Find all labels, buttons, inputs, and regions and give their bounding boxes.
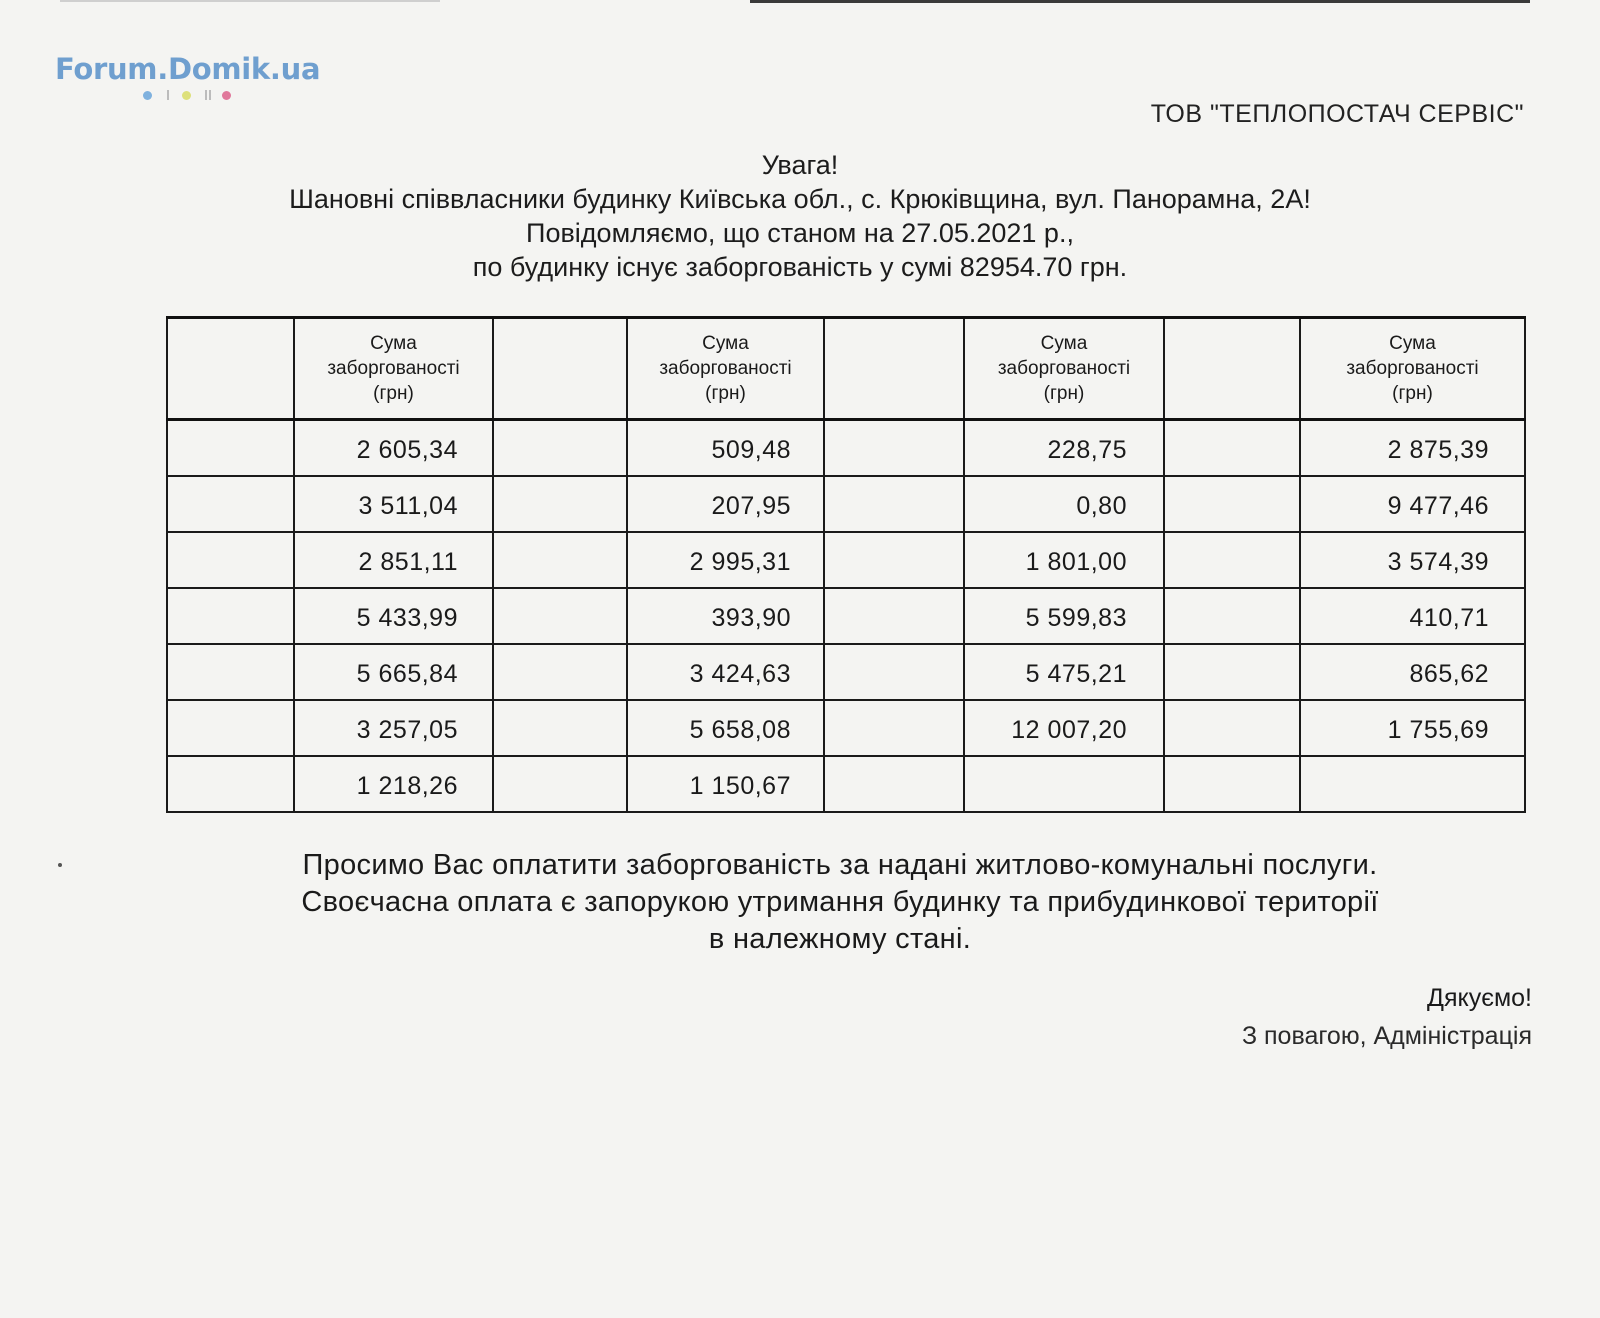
table-cell-empty	[167, 588, 294, 644]
table-cell-empty	[1164, 756, 1300, 812]
watermark-text: Forum.Domik.ua	[55, 52, 321, 86]
table-cell-empty	[824, 420, 964, 476]
header-text: (грн)	[373, 383, 414, 404]
table-cell-empty	[1164, 700, 1300, 756]
table-cell-value: 2 605,34	[294, 420, 493, 476]
table-cell-empty	[1164, 588, 1300, 644]
table-cell-value: 865,62	[1300, 644, 1525, 700]
watermark-separator	[167, 90, 169, 100]
header-cell-empty	[493, 318, 627, 420]
table-cell-value: 2 851,11	[294, 532, 493, 588]
table-cell-value: 3 511,04	[294, 476, 493, 532]
watermark-dots	[55, 89, 320, 103]
table-cell-value: 228,75	[964, 420, 1164, 476]
table-cell-empty	[493, 588, 627, 644]
table-row	[167, 476, 1525, 532]
table-cell-empty	[824, 532, 964, 588]
table-cell-value: 2 995,31	[627, 532, 824, 588]
table-row	[167, 700, 1525, 756]
header-cell-empty	[1164, 318, 1300, 420]
header-text: Сума	[1389, 333, 1436, 354]
header-text: заборгованості	[327, 358, 460, 379]
table-cell-empty	[824, 476, 964, 532]
page-top-edge	[750, 0, 1530, 3]
table-row	[167, 756, 1525, 812]
table-cell-empty	[824, 644, 964, 700]
signature-text: З повагою, Адміністрація	[1241, 1022, 1532, 1050]
table-cell-empty	[167, 644, 294, 700]
company-name: ТОВ "ТЕПЛОПОСТАЧ СЕРВІС"	[1150, 100, 1524, 128]
watermark-separator	[205, 90, 207, 100]
header-text: (грн)	[1392, 383, 1433, 404]
watermark-logo	[55, 52, 320, 103]
table-cell-empty	[167, 700, 294, 756]
table-cell-value: 5 665,84	[294, 644, 493, 700]
table-cell-value: 3 257,05	[294, 700, 493, 756]
watermark-dot-yellow	[182, 91, 191, 100]
table-cell-empty	[824, 700, 964, 756]
request-line: в належному стані.	[708, 923, 972, 955]
total-debt-line: по будинку існує заборгованість у сумі 82954.70 грн.	[472, 252, 1128, 282]
table-header-row	[167, 318, 1525, 420]
table-cell-empty	[167, 420, 294, 476]
debt-table	[166, 316, 1526, 813]
table-cell-value: 3 424,63	[627, 644, 824, 700]
table-cell-empty	[824, 588, 964, 644]
header-cell-empty	[167, 318, 294, 420]
header-text: (грн)	[705, 383, 746, 404]
table-cell-empty	[167, 532, 294, 588]
table-cell-value	[964, 756, 1164, 812]
table-cell-empty	[167, 476, 294, 532]
header-text: заборгованості	[997, 358, 1131, 379]
header-cell-empty	[824, 318, 964, 420]
table-cell-value: 1 218,26	[294, 756, 493, 812]
table-cell-value: 509,48	[627, 420, 824, 476]
table-cell-empty	[1164, 644, 1300, 700]
page-top-shadow-left	[60, 0, 440, 2]
table-cell-value: 393,90	[627, 588, 824, 644]
header-text: Сума	[370, 333, 417, 354]
request-line: Своєчасна оплата є запорукою утримання будинку та прибудинкової території	[301, 886, 1379, 918]
table-cell-empty	[493, 532, 627, 588]
table-cell-value: 1 801,00	[964, 532, 1164, 588]
header-text: заборгованості	[659, 358, 792, 379]
watermark-separator	[209, 90, 211, 100]
date-line: Повідомляємо, що станом на 27.05.2021 р.,	[526, 218, 1074, 248]
table-cell-empty	[1164, 476, 1300, 532]
table-cell-empty	[1164, 420, 1300, 476]
header-cell-debt-sum	[627, 318, 824, 420]
table-cell-empty	[167, 756, 294, 812]
header-cell-debt-sum	[294, 318, 493, 420]
table-cell-empty	[493, 420, 627, 476]
header-text: заборгованості	[1346, 358, 1479, 379]
table-cell-empty	[1164, 532, 1300, 588]
notice-heading	[0, 148, 1600, 284]
table-cell-empty	[493, 476, 627, 532]
request-line: Просимо Вас оплатити заборгованість за надані житлово-комунальні послуги.	[302, 849, 1378, 881]
watermark-dot-blue	[143, 91, 152, 100]
attention-title: Увага!	[761, 150, 839, 180]
table-cell-empty	[493, 756, 627, 812]
payment-request	[0, 847, 1600, 958]
address-line: Шановні співвласники будинку Київська обл., с. Крюківщина, вул. Панорамна, 2А!	[289, 184, 1311, 214]
table-cell-value: 9 477,46	[1300, 476, 1525, 532]
table-row	[167, 420, 1525, 476]
table-cell-empty	[493, 700, 627, 756]
table-cell-value: 5 599,83	[964, 588, 1164, 644]
table-cell-value: 5 433,99	[294, 588, 493, 644]
header-text: Сума	[1040, 333, 1088, 354]
table-cell-empty	[493, 644, 627, 700]
header-text: Сума	[702, 333, 749, 354]
watermark-dot-pink	[222, 91, 231, 100]
table-cell-value: 5 658,08	[627, 700, 824, 756]
table-cell-empty	[824, 756, 964, 812]
table-cell-value: 3 574,39	[1300, 532, 1525, 588]
table-cell-value: 12 007,20	[964, 700, 1164, 756]
table-cell-value: 207,95	[627, 476, 824, 532]
table-row	[167, 644, 1525, 700]
header-text: (грн)	[1043, 383, 1085, 404]
table-row	[167, 588, 1525, 644]
thanks-text: Дякуємо!	[1427, 984, 1532, 1012]
table-cell-value: 410,71	[1300, 588, 1525, 644]
table-row	[167, 532, 1525, 588]
header-cell-debt-sum	[1300, 318, 1525, 420]
table-cell-value	[1300, 756, 1525, 812]
table-cell-value: 1 150,67	[627, 756, 824, 812]
table-cell-value: 1 755,69	[1300, 700, 1525, 756]
table-cell-value: 0,80	[964, 476, 1164, 532]
header-cell-debt-sum	[964, 318, 1164, 420]
table-cell-value: 5 475,21	[964, 644, 1164, 700]
table-cell-value: 2 875,39	[1300, 420, 1525, 476]
